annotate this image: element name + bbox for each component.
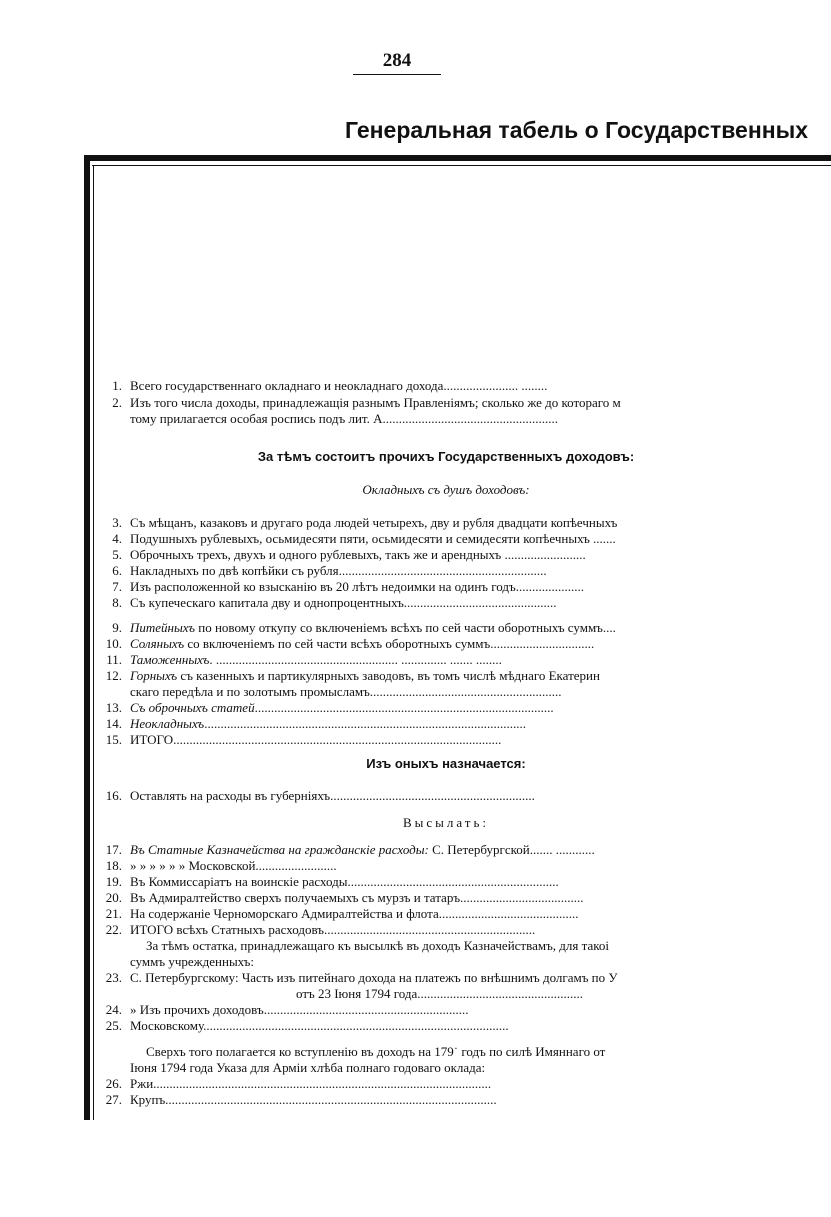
row-16 [0, 788, 831, 804]
row-rest: со включеніемъ по сей части всѣхъ оборотныхъ суммъ................................ [184, 636, 595, 651]
row-number: 21. [105, 906, 122, 921]
row-number: 24. [105, 1002, 122, 1017]
row-text [130, 620, 738, 636]
row-label: Таможенныхъ [130, 652, 210, 667]
row-rest: съ казенныхъ и партикулярныхъ заводовъ, въ томъ числѣ мѣднаго Екатерин [177, 668, 600, 683]
row-text: » » » » » » Московской......................... [130, 858, 337, 873]
row-rest: ............................................................................................ [254, 700, 554, 715]
row-23-continued [0, 986, 831, 1002]
row-number: 16. [105, 788, 122, 803]
row-15 [0, 732, 831, 748]
row-label: Неокладныхъ [130, 716, 205, 731]
row-9 [0, 620, 831, 636]
row-text: ИТОГО..................................................................................................... [130, 732, 502, 747]
heading-send: Высылать: [402, 815, 490, 830]
row-20 [0, 890, 831, 906]
row-rest: по новому откупу со включеніемъ всѣхъ по сей части оборотныхъ суммъ.... [195, 620, 616, 635]
page-number: 284 [382, 50, 412, 71]
row-number: 1. [112, 378, 122, 393]
row-number: 14. [105, 716, 122, 731]
heading-assignments: Изъ оныхъ назначается: [366, 756, 526, 771]
row-6 [0, 563, 831, 579]
row-2-continued [0, 411, 831, 427]
row-text [130, 842, 738, 858]
row-4 [0, 531, 831, 547]
row-text: Въ Адмиралтейство сверхъ получаемыхъ съ мурзъ и татаръ...................................... [130, 890, 584, 905]
row-number: 2. [112, 395, 122, 410]
row-2 [0, 395, 831, 411]
row-rest: С. Петербургской....... ............ [428, 842, 595, 857]
row-24 [0, 1002, 831, 1018]
document-title: Генеральная табель о Государственных [345, 117, 809, 143]
paragraph-army-continued [0, 1060, 831, 1076]
row-text: Сверхъ того полагается ко вступленію въ доходъ на 179˙ годъ по силѣ Имяннаго от [146, 1044, 606, 1059]
row-7 [0, 579, 831, 595]
row-text: Изъ того числа доходы, принадлежащія разнымъ Правленіямъ; сколько же до котораго м [130, 395, 621, 410]
row-22 [0, 922, 831, 938]
row-14 [0, 716, 831, 732]
row-number: 8. [112, 595, 122, 610]
row-text: тому прилагается особая роспись подъ лит. А...................................................... [130, 411, 558, 426]
row-text: Изъ расположенной ко взысканію въ 20 лѣтъ недоимки на одинъ годъ..................... [130, 579, 585, 594]
row-11 [0, 652, 831, 668]
row-12 [0, 668, 831, 684]
row-23 [0, 970, 831, 986]
row-text: Іюня 1794 года Указа для Арміи хлѣба полнаго годоваго оклада: [130, 1060, 486, 1075]
row-number: 4. [112, 531, 122, 546]
row-number: 20. [105, 890, 122, 905]
row-number: 12. [105, 668, 122, 683]
row-25 [0, 1018, 831, 1034]
row-number: 9. [112, 620, 122, 635]
paragraph-remainder-continued [0, 954, 831, 970]
row-rest: . ........................................................ .............. ....... ........ [209, 652, 502, 667]
row-text: » Изъ прочихъ доходовъ............................................................... [130, 1002, 469, 1017]
row-number: 3. [112, 515, 122, 530]
row-5 [0, 547, 831, 563]
row-number: 22. [105, 922, 122, 937]
row-text: Подушныхъ рублевыхъ, осьмидесяти пяти, осьмидесяти и семидесяти копѣечныхъ ....... [130, 531, 616, 546]
row-19 [0, 874, 831, 890]
row-text: суммъ учрежденныхъ: [130, 954, 255, 969]
row-number: 6. [112, 563, 122, 578]
row-number: 18. [105, 858, 122, 873]
row-text: С. Петербургскому: Часть изъ питейнаго дохода на платежъ по внѣшнимъ долгамъ по У [130, 970, 618, 985]
row-text: Ржи........................................................................................................ [130, 1076, 492, 1091]
row-text: На содержаніе Черноморскаго Адмиралтейства и флота........................................... [130, 906, 579, 921]
row-text: Крупъ...................................................................................................... [130, 1092, 497, 1107]
row-number: 5. [112, 547, 122, 562]
row-13 [0, 700, 831, 716]
row-text: скаго передѣла и по золотымъ промысламъ........................................................... [130, 684, 562, 699]
row-text: Оброчныхъ трехъ, двухъ и одного рублевыхъ, такъ же и арендныхъ ......................... [130, 547, 586, 562]
row-text: За тѣмъ остатка, принадлежащаго къ высылкѣ въ доходъ Казначействамъ, для такоі [146, 938, 610, 953]
row-rest: ................................................................................................... [204, 716, 526, 731]
row-text [130, 716, 738, 732]
row-17 [0, 842, 831, 858]
row-number: 15. [105, 732, 122, 747]
row-number: 19. [105, 874, 122, 889]
row-label: Съ оброчныхъ статей [130, 700, 255, 715]
paragraph-remainder [0, 938, 831, 954]
paragraph-army [0, 1044, 831, 1060]
row-10 [0, 636, 831, 652]
row-number: 23. [105, 970, 122, 985]
row-label: Соляныхъ [130, 636, 185, 651]
row-number: 7. [112, 579, 122, 594]
row-label: Въ Статные Казначейства на гражданскіе расходы: [130, 842, 429, 857]
row-number: 27. [105, 1092, 122, 1107]
row-text: Въ Коммиссаріатъ на воинскіе расходы................................................................. [130, 874, 559, 889]
row-number: 26. [105, 1076, 122, 1091]
row-text [130, 700, 738, 716]
row-text [130, 652, 738, 668]
row-text [130, 636, 738, 652]
row-21 [0, 906, 831, 922]
row-27 [0, 1092, 831, 1108]
row-text: отъ 23 Іюня 1794 года................................................... [296, 986, 583, 1001]
row-18 [0, 858, 831, 874]
row-text: Оставлять на расходы въ губерніяхъ............................................................... [130, 788, 535, 803]
row-3 [0, 515, 831, 531]
row-number: 11. [106, 652, 122, 667]
row-text: Накладныхъ по двѣ копѣйки съ рубля................................................................ [130, 563, 547, 578]
row-text: Съ купеческаго капитала дву и однопроцентныхъ............................................... [130, 595, 557, 610]
row-number: 13. [105, 700, 122, 715]
heading-poll-revenues: Окладныхъ съ душъ доходовъ: [362, 482, 530, 497]
heading-other-revenues: За тѣмъ состоитъ прочихъ Государственныхъ доходовъ: [257, 449, 635, 464]
row-number: 10. [105, 636, 122, 651]
row-text [130, 668, 738, 684]
row-8 [0, 595, 831, 611]
row-label: Горныхъ [130, 668, 178, 683]
row-number: 17. [105, 842, 122, 857]
row-text: ИТОГО всѣхъ Статныхъ расходовъ................................................................. [130, 922, 536, 937]
row-1 [0, 378, 831, 394]
row-text: Московскому.............................................................................................. [130, 1018, 509, 1033]
row-text: Съ мѣщанъ, казаковъ и другаго рода людей четырехъ, дву и рубля двадцати копѣечныхъ [130, 515, 618, 530]
row-text: Всего государственнаго окладнаго и неокладнаго дохода....................... ........ [130, 378, 548, 393]
row-label: Питейныхъ [130, 620, 195, 635]
row-number: 25. [105, 1018, 122, 1033]
row-26 [0, 1076, 831, 1092]
row-12-continued [0, 684, 831, 700]
